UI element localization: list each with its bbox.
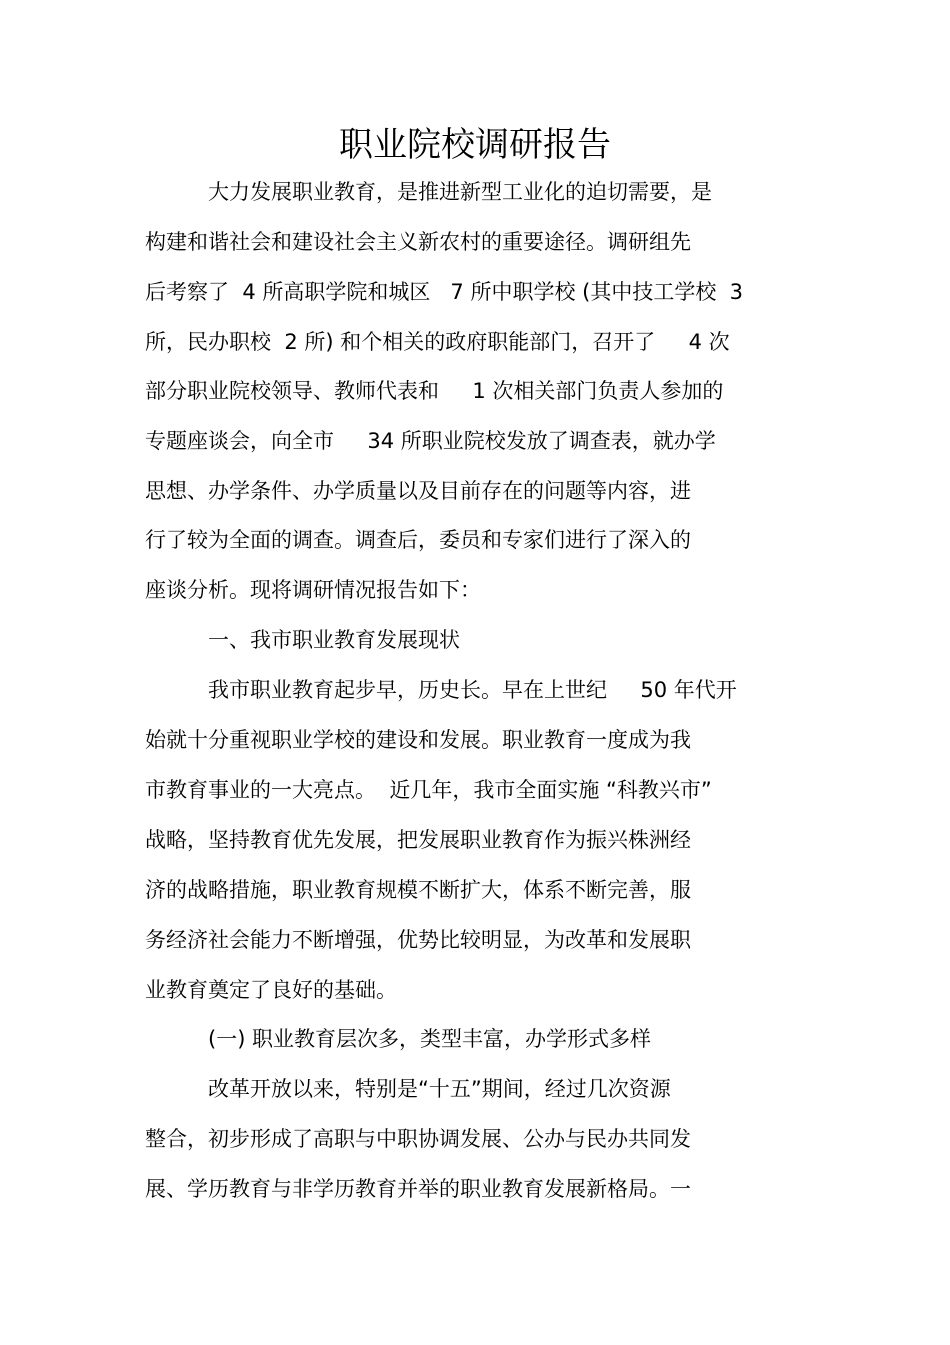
- subsection-heading-1: (一) 职业教育层次多，类型丰富，办学形式多样: [208, 1027, 652, 1051]
- paragraph-line-17: 改革开放以来，特别是“十五”期间，经过几次资源: [208, 1077, 671, 1101]
- paragraph-line-3: 后考察了 4 所高职学院和城区 7 所中职学校 (其中技工学校 3: [145, 280, 744, 304]
- paragraph-line-2: 构建和谐社会和建设社会主义新农村的重要途径。调研组先: [145, 230, 691, 254]
- paragraph-line-16: 业教育奠定了良好的基础。: [145, 978, 397, 1002]
- paragraph-line-8: 行了较为全面的调查。调查后，委员和专家们进行了深入的: [145, 528, 691, 552]
- paragraph-line-9: 座谈分析。现将调研情况报告如下：: [145, 578, 481, 602]
- paragraph-line-14: 济的战略措施，职业教育规模不断扩大，体系不断完善，服: [145, 878, 691, 902]
- paragraph-line-11: 始就十分重视职业学校的建设和发展。职业教育一度成为我: [145, 728, 691, 752]
- paragraph-line-15: 务经济社会能力不断增强，优势比较明显，为改革和发展职: [145, 928, 691, 952]
- paragraph-line-6: 专题座谈会，向全市 34 所职业院校发放了调查表，就办学: [145, 429, 716, 453]
- paragraph-line-19: 展、学历教育与非学历教育并举的职业教育发展新格局。一: [145, 1177, 691, 1201]
- paragraph-line-10: 我市职业教育起步早，历史长。早在上世纪 50 年代开: [208, 678, 737, 702]
- section-heading-1: 一、我市职业教育发展现状: [208, 628, 460, 652]
- paragraph-line-7: 思想、办学条件、办学质量以及目前存在的问题等内容，进: [145, 479, 691, 503]
- paragraph-line-4: 所，民办职校 2 所) 和个相关的政府职能部门，召开了 4 次: [145, 330, 730, 354]
- paragraph-line-18: 整合，初步形成了高职与中职协调发展、公办与民办共同发: [145, 1127, 691, 1151]
- paragraph-line-5: 部分职业院校领导、教师代表和 1 次相关部门负责人参加的: [145, 379, 724, 403]
- paragraph-line-12: 市教育事业的一大亮点。 近几年，我市全面实施 “科教兴市”: [145, 778, 712, 802]
- paragraph-line-13: 战略，坚持教育优先发展，把发展职业教育作为振兴株洲经: [145, 828, 691, 852]
- document-title: 职业院校调研报告: [339, 125, 611, 165]
- paragraph-line-1: 大力发展职业教育，是推进新型工业化的迫切需要，是: [208, 180, 712, 204]
